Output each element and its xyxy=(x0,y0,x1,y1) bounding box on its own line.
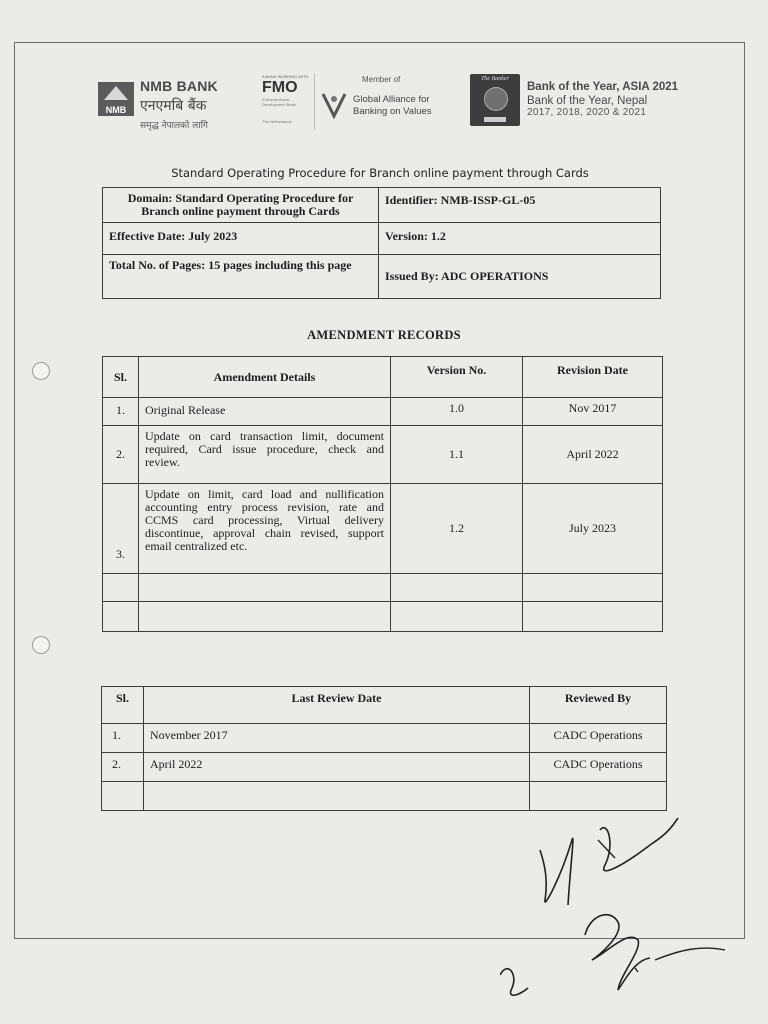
domain-cell xyxy=(103,188,379,223)
row-details: Update on card transaction limit, document required, Card issue procedure, check and review. xyxy=(139,426,391,484)
award-nepal: Bank of the Year, Nepal xyxy=(527,95,648,107)
row-sl: 2. xyxy=(103,426,139,484)
row-date: Nov 2017 xyxy=(523,398,663,426)
nmb-mountain-icon: NMB xyxy=(98,82,134,116)
gabv-name xyxy=(353,94,432,118)
amendment-records-table xyxy=(102,356,663,632)
award-block xyxy=(470,74,700,130)
bank-name-devanagari: एनएमबि बैंक xyxy=(140,98,207,114)
row-details: Original Release xyxy=(139,398,391,426)
column-header-version-no: Version No. xyxy=(391,357,523,398)
gabv-line-2: Banking on Values xyxy=(353,106,432,117)
table-row xyxy=(102,724,667,753)
row-version: 1.2 xyxy=(391,484,523,574)
gabv-member-label: Member of xyxy=(362,75,401,84)
gabv-logo-block xyxy=(320,74,455,130)
award-years: 2017, 2018, 2020 & 2021 xyxy=(527,107,647,118)
table-row-empty xyxy=(103,602,663,632)
column-header-sl: Sl. xyxy=(103,357,139,398)
document-meta-table xyxy=(102,187,661,299)
document-title: Standard Operating Procedure for Branch online payment through Cards xyxy=(171,166,589,180)
row-details: Update on limit, card load and nullification accounting entry process revision, rate and CCMS card processing, Virtual delivery discontinue, approval chain revised, support email centralized etc. xyxy=(139,484,391,574)
bank-tagline: समृद्ध नेपालको लागि xyxy=(140,121,208,131)
row-reviewed-by: CADC Operations xyxy=(530,724,667,753)
amendment-records-heading: AMENDMENT RECORDS xyxy=(307,328,461,342)
fmo-logo: FMO xyxy=(262,79,298,96)
punch-hole-bottom xyxy=(32,636,50,654)
row-sl: 2. xyxy=(102,753,144,782)
row-sl: 1. xyxy=(103,398,139,426)
row-review-date: April 2022 xyxy=(144,753,530,782)
column-header-sl: Sl. xyxy=(102,687,144,724)
row-sl: 3. xyxy=(103,484,139,574)
issued-by-cell: Issued By: ADC OPERATIONS xyxy=(379,255,661,299)
row-version: 1.1 xyxy=(391,426,523,484)
column-header-amendment-details: Amendment Details xyxy=(139,357,391,398)
fmo-description: Entrepreneurial Development Bank xyxy=(262,97,296,107)
table-row-empty xyxy=(102,782,667,811)
domain-line-2: Branch online payment through Cards xyxy=(141,204,340,218)
fmo-logo-block xyxy=(262,74,315,130)
row-review-date: November 2017 xyxy=(144,724,530,753)
table-row xyxy=(103,484,663,574)
table-row-empty xyxy=(103,574,663,602)
handwritten-signatures xyxy=(500,810,750,1020)
row-sl: 1. xyxy=(102,724,144,753)
identifier-cell: Identifier: NMB-ISSP-GL-05 xyxy=(379,188,661,223)
domain-line-1: Domain: Standard Operating Procedure for xyxy=(127,191,354,205)
nmb-bank-logo xyxy=(98,76,228,130)
effective-date-cell: Effective Date: July 2023 xyxy=(103,223,379,255)
row-reviewed-by: CADC Operations xyxy=(530,753,667,782)
row-date: July 2023 xyxy=(523,484,663,574)
version-cell: Version: 1.2 xyxy=(379,223,661,255)
the-banker-badge-icon xyxy=(470,74,520,126)
fmo-country: The Netherlands xyxy=(262,119,292,124)
table-row xyxy=(103,426,663,484)
row-date: April 2022 xyxy=(523,426,663,484)
gabv-v-icon xyxy=(320,90,348,120)
row-version: 1.0 xyxy=(391,398,523,426)
table-row xyxy=(103,398,663,426)
column-header-reviewed-by: Reviewed By xyxy=(530,687,667,724)
award-asia: Bank of the Year, ASIA 2021 xyxy=(527,81,679,93)
letterhead xyxy=(0,72,768,132)
total-pages-cell: Total No. of Pages: 15 pages including this page xyxy=(103,255,379,299)
column-header-revision-date: Revision Date xyxy=(523,357,663,398)
fmo-caption: A BANK WORKING WITH xyxy=(262,74,309,79)
column-header-last-review-date: Last Review Date xyxy=(144,687,530,724)
bank-name: NMB BANK xyxy=(140,78,218,94)
punch-hole-top xyxy=(32,362,50,380)
badge-title: The Banker xyxy=(481,76,509,82)
table-row xyxy=(102,753,667,782)
review-records-table xyxy=(101,686,667,811)
gabv-line-1: Global Alliance for xyxy=(353,94,430,105)
